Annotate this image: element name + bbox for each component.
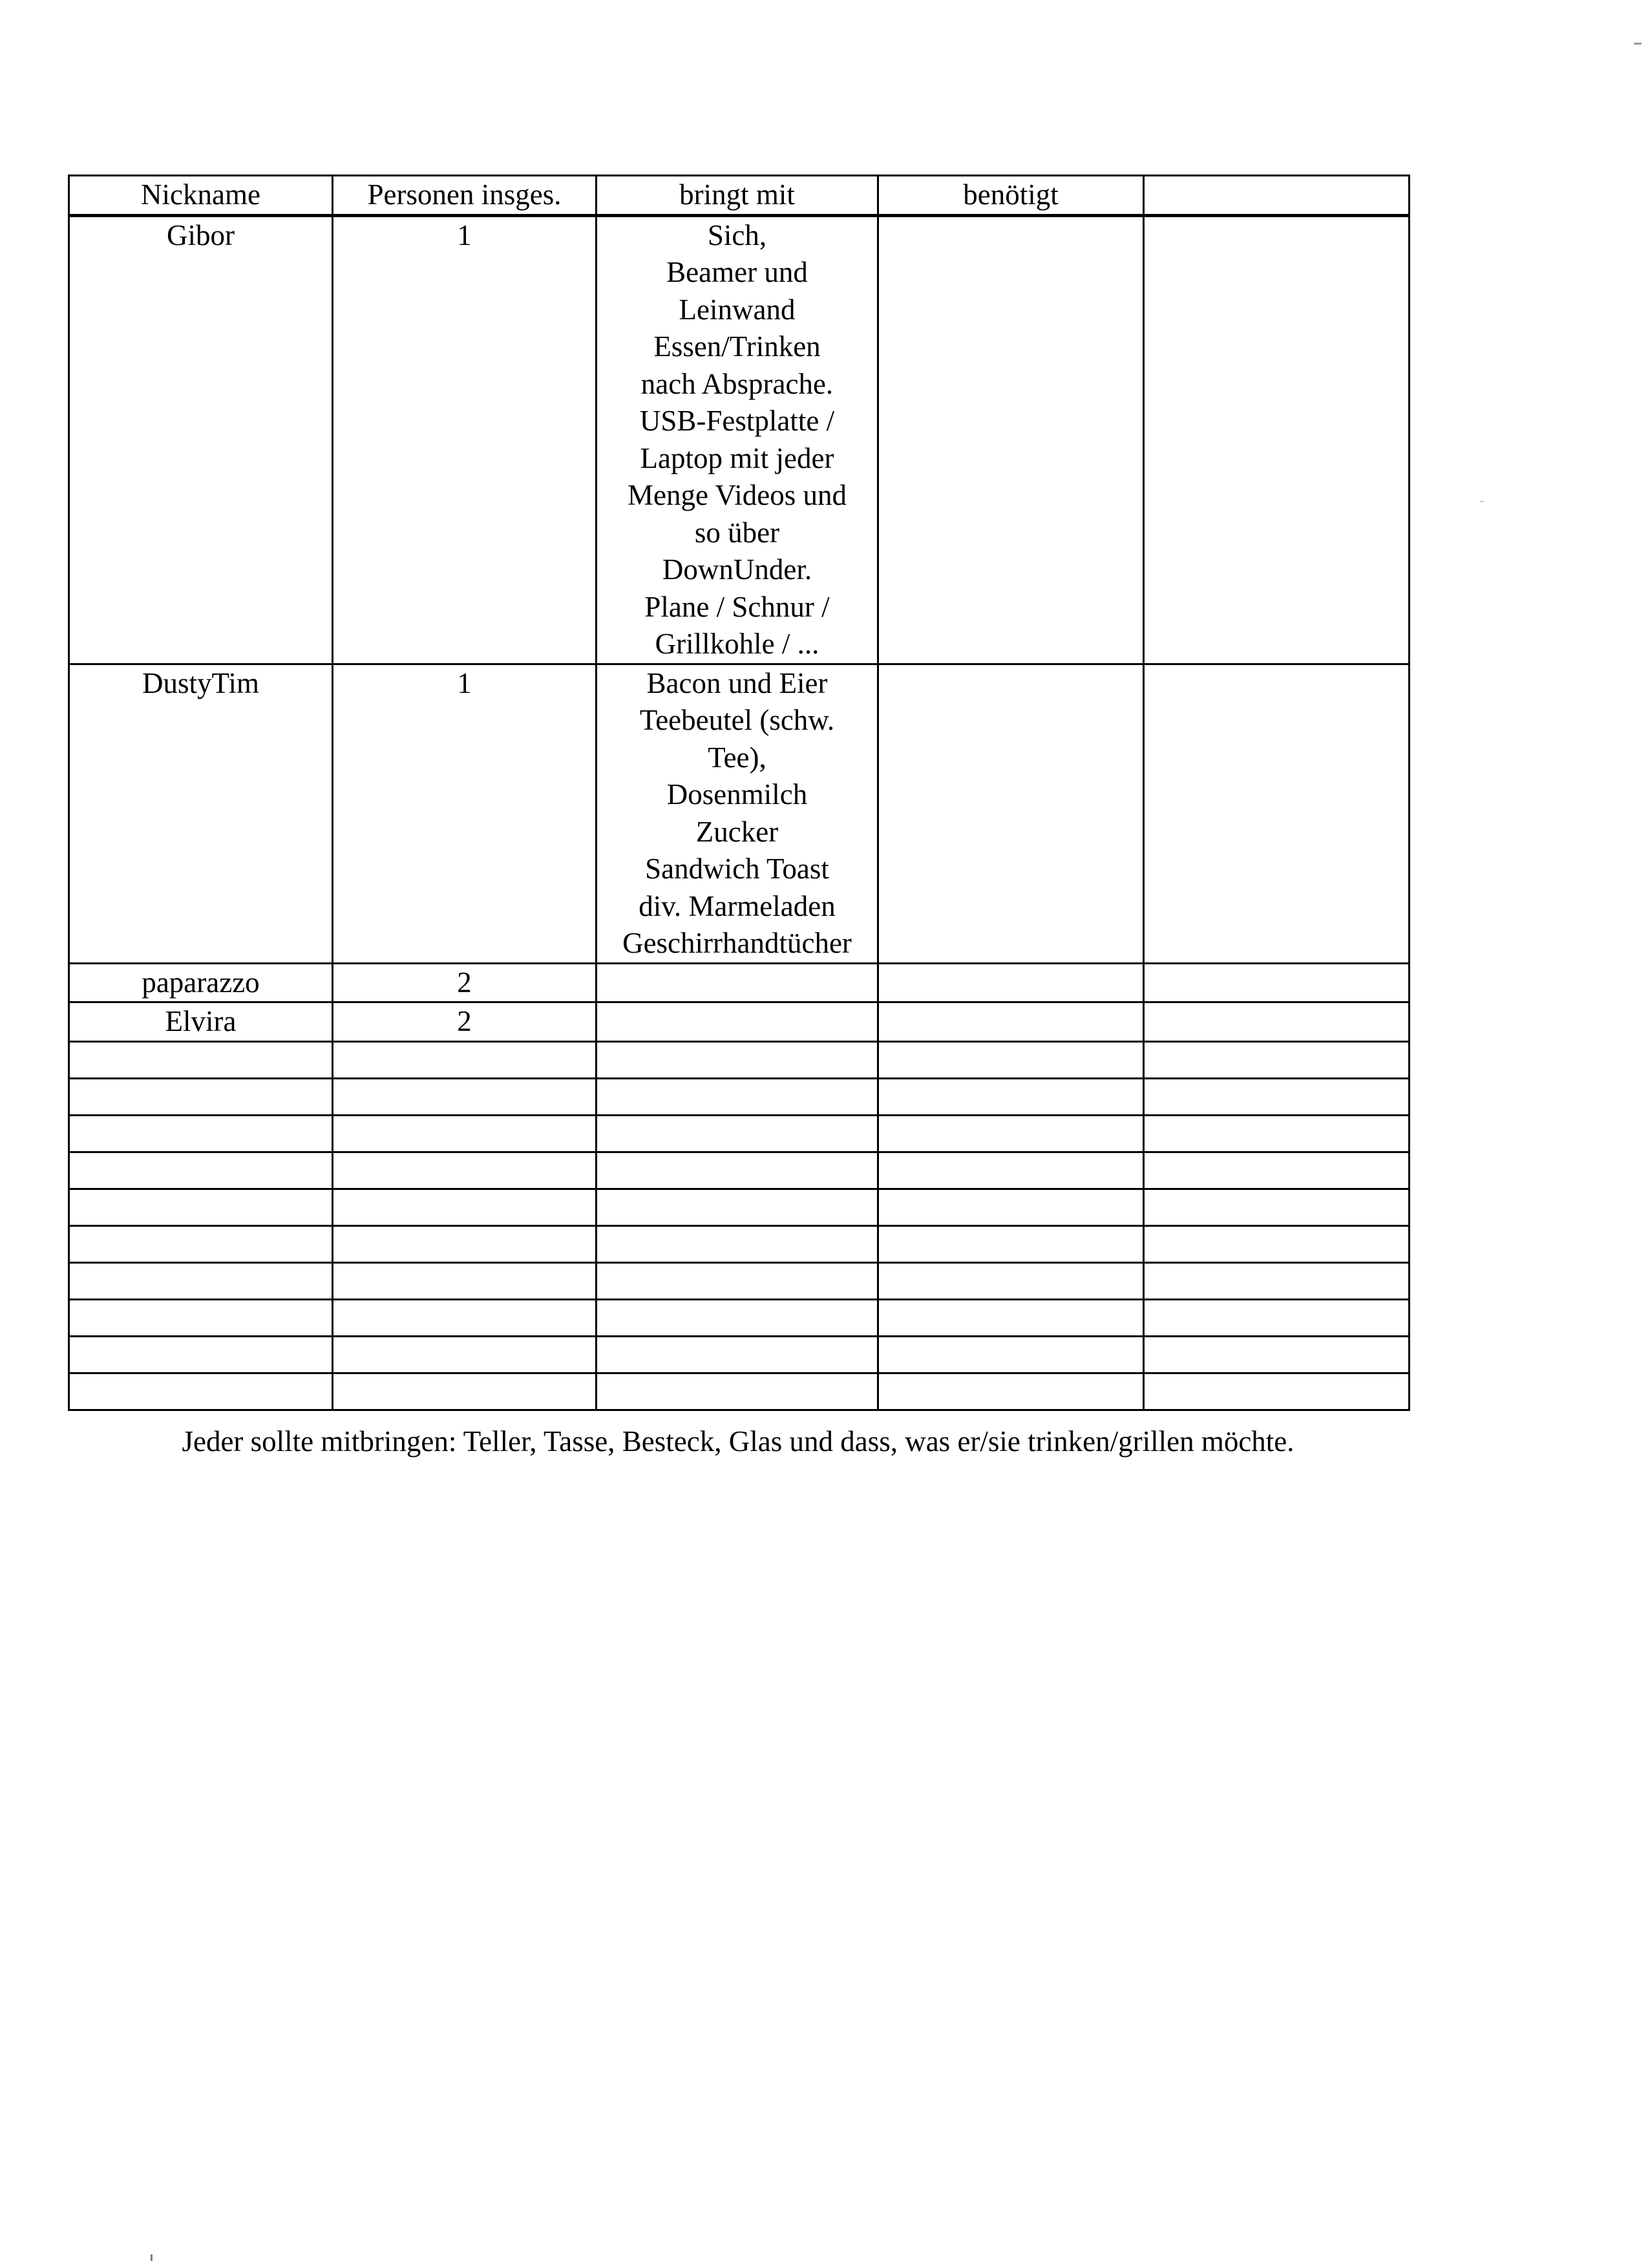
empty-row xyxy=(69,1189,1410,1225)
empty-row xyxy=(69,1299,1410,1336)
cell-needs xyxy=(878,1002,1144,1042)
empty-cell xyxy=(878,1336,1144,1373)
header-nickname: Nickname xyxy=(69,176,333,216)
empty-cell xyxy=(878,1115,1144,1152)
scan-artifact xyxy=(1480,501,1484,502)
empty-cell xyxy=(1144,1078,1410,1115)
empty-cell xyxy=(333,1041,597,1078)
cell-extra xyxy=(1144,1002,1410,1042)
empty-cell xyxy=(333,1115,597,1152)
empty-cell xyxy=(69,1373,333,1410)
brings-line: div. Marmeladen xyxy=(639,889,836,922)
brings-line: Tee), xyxy=(708,741,766,774)
empty-cell xyxy=(597,1299,878,1336)
empty-cell xyxy=(597,1373,878,1410)
empty-cell xyxy=(333,1189,597,1225)
empty-row xyxy=(69,1373,1410,1410)
empty-cell xyxy=(1144,1115,1410,1152)
cell-needs xyxy=(878,963,1144,1002)
empty-cell xyxy=(69,1189,333,1225)
empty-cell xyxy=(597,1152,878,1189)
empty-cell xyxy=(878,1078,1144,1115)
empty-cell xyxy=(878,1262,1144,1299)
empty-cell xyxy=(69,1041,333,1078)
empty-cell xyxy=(597,1189,878,1225)
brings-line: Geschirrhandtücher xyxy=(622,927,852,959)
brings-line: so über xyxy=(694,516,780,549)
empty-cell xyxy=(333,1262,597,1299)
header-extra xyxy=(1144,176,1410,216)
empty-cell xyxy=(597,1336,878,1373)
empty-cell xyxy=(1144,1336,1410,1373)
empty-cell xyxy=(597,1115,878,1152)
scan-artifact xyxy=(1634,43,1642,45)
empty-cell xyxy=(333,1373,597,1410)
empty-cell xyxy=(333,1336,597,1373)
table-row xyxy=(69,1002,1410,1042)
table-row xyxy=(69,215,1410,664)
empty-cell xyxy=(69,1262,333,1299)
brings-line: Zucker xyxy=(695,815,779,848)
header-needs: benötigt xyxy=(878,176,1144,216)
scan-artifact xyxy=(151,2254,153,2261)
empty-cell xyxy=(878,1152,1144,1189)
empty-cell xyxy=(333,1078,597,1115)
table-body xyxy=(69,215,1410,1410)
cell-extra xyxy=(1144,664,1410,963)
brings-line: Essen/Trinken xyxy=(653,330,821,363)
empty-cell xyxy=(1144,1373,1410,1410)
brings-line: Teebeutel (schw. xyxy=(639,704,835,736)
empty-cell xyxy=(69,1152,333,1189)
empty-cell xyxy=(69,1225,333,1262)
brings-line: Leinwand xyxy=(679,293,796,326)
empty-cell xyxy=(333,1152,597,1189)
brings-line: Dosenmilch xyxy=(666,778,808,811)
cell-nickname: Gibor xyxy=(69,215,333,664)
empty-row xyxy=(69,1225,1410,1262)
empty-cell xyxy=(69,1115,333,1152)
brings-line: Sandwich Toast xyxy=(645,853,829,885)
brings-line: USB-Festplatte / xyxy=(639,405,835,437)
table-row xyxy=(69,963,1410,1002)
empty-cell xyxy=(597,1041,878,1078)
brings-line: DownUnder. xyxy=(662,553,812,586)
cell-extra xyxy=(1144,215,1410,664)
empty-cell xyxy=(1144,1299,1410,1336)
cell-persons: 1 xyxy=(333,664,597,963)
cell-persons: 1 xyxy=(333,215,597,664)
empty-cell xyxy=(1144,1041,1410,1078)
table-row xyxy=(69,664,1410,963)
brings-line: Grillkohle / ... xyxy=(655,628,819,660)
empty-cell xyxy=(1144,1262,1410,1299)
header-brings: bringt mit xyxy=(597,176,878,216)
cell-persons: 2 xyxy=(333,963,597,1002)
empty-cell xyxy=(878,1041,1144,1078)
empty-cell xyxy=(878,1189,1144,1225)
empty-cell xyxy=(878,1225,1144,1262)
brings-line: Bacon und Eier xyxy=(646,666,828,699)
cell-needs xyxy=(878,215,1144,664)
empty-cell xyxy=(597,1262,878,1299)
cell-nickname: Elvira xyxy=(69,1002,333,1042)
empty-cell xyxy=(69,1336,333,1373)
empty-row xyxy=(69,1262,1410,1299)
cell-brings xyxy=(597,664,878,963)
empty-cell xyxy=(1144,1225,1410,1262)
cell-persons: 2 xyxy=(333,1002,597,1042)
attendee-table xyxy=(68,175,1410,1411)
table-header xyxy=(69,176,1410,216)
empty-cell xyxy=(333,1225,597,1262)
empty-row xyxy=(69,1336,1410,1373)
empty-cell xyxy=(69,1078,333,1115)
cell-nickname: DustyTim xyxy=(69,664,333,963)
brings-line: Plane / Schnur / xyxy=(644,590,830,623)
empty-row xyxy=(69,1152,1410,1189)
cell-nickname: paparazzo xyxy=(69,963,333,1002)
empty-cell xyxy=(333,1299,597,1336)
footer-note: Jeder sollte mitbringen: Teller, Tasse, Besteck, Glas und dass, was er/sie trinken/grillen möchte. xyxy=(182,1425,1294,1457)
empty-cell xyxy=(69,1299,333,1336)
brings-line: Sich, xyxy=(707,218,767,251)
cell-brings xyxy=(597,215,878,664)
empty-row xyxy=(69,1115,1410,1152)
empty-cell xyxy=(597,1078,878,1115)
empty-cell xyxy=(597,1225,878,1262)
brings-line: Menge Videos und xyxy=(628,479,847,511)
brings-line: Beamer und xyxy=(666,256,808,288)
cell-brings xyxy=(597,1002,878,1042)
empty-cell xyxy=(1144,1152,1410,1189)
header-persons: Personen insges. xyxy=(333,176,597,216)
header-row xyxy=(69,176,1410,216)
empty-cell xyxy=(878,1373,1144,1410)
empty-row xyxy=(69,1078,1410,1115)
empty-cell xyxy=(878,1299,1144,1336)
cell-brings xyxy=(597,963,878,1002)
cell-needs xyxy=(878,664,1144,963)
brings-line: Laptop mit jeder xyxy=(640,441,834,474)
empty-cell xyxy=(1144,1189,1410,1225)
empty-row xyxy=(69,1041,1410,1078)
cell-extra xyxy=(1144,963,1410,1002)
brings-line: nach Absprache. xyxy=(640,367,834,400)
